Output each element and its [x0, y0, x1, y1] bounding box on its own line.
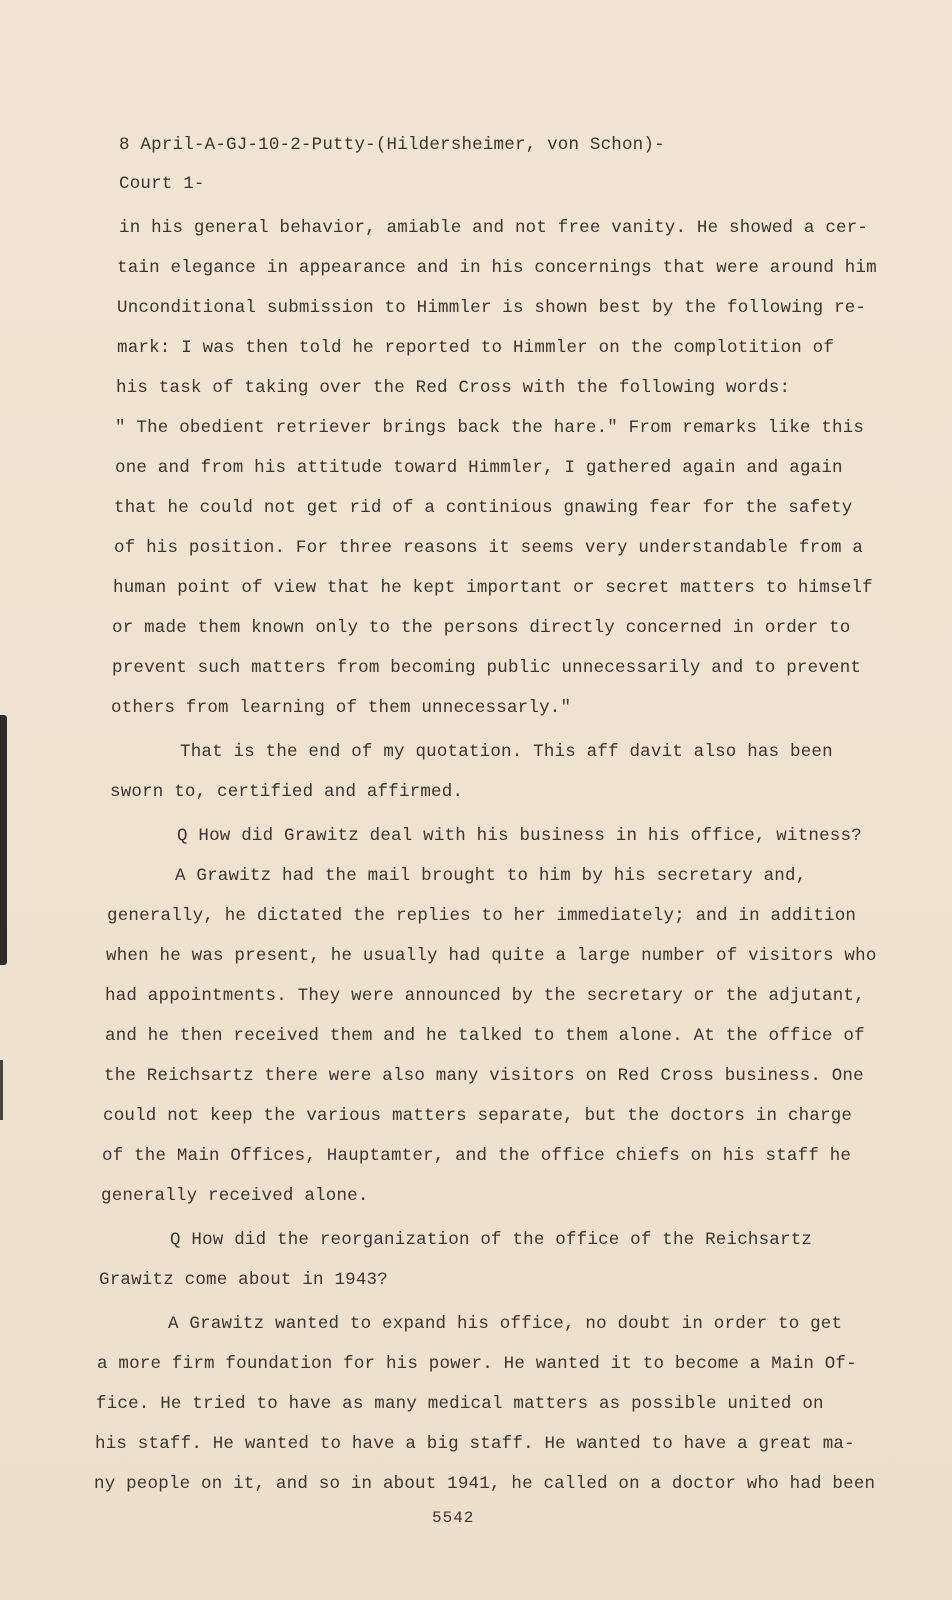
- body-line: a more firm foundation for his power. He wanted it to become a Main Of-: [97, 1354, 857, 1374]
- body-line: A Grawitz wanted to expand his office, no doubt in order to get: [168, 1314, 843, 1334]
- body-line: A Grawitz had the mail brought to him by his secretary and,: [175, 866, 807, 886]
- body-line: That is the end of my quotation. This aff davit also has been: [180, 742, 833, 762]
- body-line: his staff. He wanted to have a big staff. He wanted to have a great ma-: [95, 1434, 855, 1454]
- body-line: prevent such matters from becoming public unnecessarily and to prevent: [112, 658, 862, 678]
- body-line: when he was present, he usually had quite a large number of visitors who: [106, 946, 877, 966]
- body-line: sworn to, certified and affirmed.: [110, 782, 464, 802]
- body-line: fice. He tried to have as many medical matters as possible united on: [96, 1394, 824, 1414]
- header-title: 8 April-A-GJ-10-2-Putty-(Hildersheimer, von Schon)-: [119, 135, 665, 155]
- body-line: one and from his attitude toward Himmler, I gathered again and again: [115, 458, 843, 478]
- body-line: tain elegance in appearance and in his concernings that were around him: [117, 258, 877, 278]
- body-line: human point of view that he kept important or secret matters to himself: [113, 578, 873, 598]
- body-line: of the Main Offices, Hauptamter, and the office chiefs on his staff he: [102, 1146, 852, 1166]
- body-line: in his general behavior, amiable and not free vanity. He showed a cer-: [119, 218, 869, 238]
- body-line: could not keep the various matters separate, but the doctors in charge: [103, 1106, 853, 1126]
- body-line: others from learning of them unnecessarly.": [111, 698, 572, 718]
- page-number: 5542: [432, 1509, 475, 1527]
- body-line: that he could not get rid of a continious gnawing fear for the safety: [114, 498, 853, 518]
- body-line: the Reichsartz there were also many visitors on Red Cross business. One: [104, 1066, 864, 1086]
- header-court: Court 1-: [119, 174, 205, 194]
- body-line: of his position. For three reasons it seems very understandable from a: [114, 538, 864, 558]
- body-line: Q How did the reorganization of the office of the Reichsartz: [170, 1230, 813, 1250]
- body-line: generally, he dictated the replies to her immediately; and in addition: [107, 906, 857, 926]
- body-line: his task of taking over the Red Cross with the following words:: [116, 378, 791, 398]
- body-line: ny people on it, and so in about 1941, he called on a doctor who had been: [94, 1474, 876, 1494]
- body-line: Grawitz come about in 1943?: [99, 1270, 388, 1290]
- body-line: or made them known only to the persons directly concerned in order to: [112, 618, 851, 638]
- body-line: Unconditional submission to Himmler is shown best by the following re-: [117, 298, 867, 318]
- binding-edge-mark: [0, 715, 7, 965]
- body-line: " The obedient retriever brings back the hare." From remarks like this: [115, 418, 865, 438]
- body-line: had appointments. They were announced by the secretary or the adjutant,: [105, 986, 865, 1006]
- body-line: mark: I was then told he reported to Himmler on the complotition of: [117, 338, 835, 358]
- binding-edge-mark: [0, 1060, 3, 1120]
- body-line: and he then received them and he talked to them alone. At the office of: [105, 1026, 865, 1046]
- body-line: Q How did Grawitz deal with his business in his office, witness?: [177, 826, 862, 846]
- body-line: generally received alone.: [101, 1186, 369, 1206]
